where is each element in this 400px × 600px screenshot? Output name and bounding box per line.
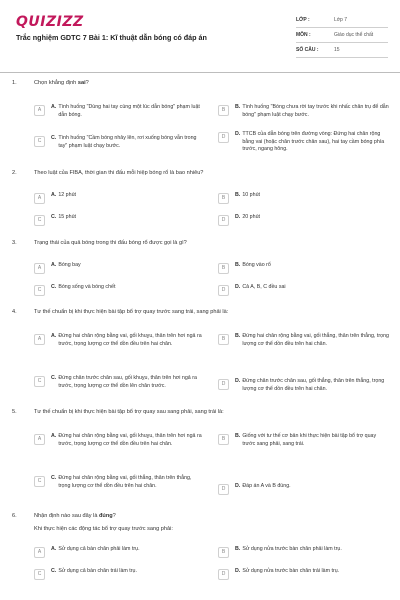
question-number: 5. — [12, 409, 17, 415]
option-b[interactable]: B B. Sử dụng nửa trước bàn chân phải làm trụ. — [218, 546, 390, 558]
header — [0, 0, 400, 62]
option-a[interactable]: A A. Đứng hai chân rộng bằng vai, gối khuỵu, thân trên hơi ngả ra trước, trọng lượng cơ thể dồn đều trên hai chân. — [34, 333, 202, 348]
question-number: 6. — [12, 513, 17, 519]
quizizz-logo: QUIZIZZ — [16, 14, 84, 30]
option-letter-box: C — [34, 476, 45, 487]
header-divider — [0, 72, 400, 73]
option-letter-box: B — [218, 263, 229, 274]
option-c[interactable]: C C. Bóng sống và bóng chết — [34, 284, 202, 296]
option-a[interactable]: A A. Tình huống "Dùng hai tay cùng một lúc dẫn bóng" phạm luật dẫn bóng. — [34, 104, 202, 119]
option-c[interactable]: C C. Đứng chân trước chân sau, gối khuỵu, thân trên hơi ngả ra trước, trọng lượng cơ thể dồn lên chân trước. — [34, 375, 202, 390]
question-subtext: Khi thực hiện các động tác bổ trợ quay trước sang phải: — [34, 526, 173, 532]
option-letter-box: D — [218, 569, 229, 580]
option-letter-box: B — [218, 334, 229, 345]
option-letter-box: A — [34, 334, 45, 345]
question-5 — [12, 409, 390, 503]
option-a[interactable]: A A. 12 phút — [34, 192, 202, 204]
meta-key: MÔN : — [296, 32, 311, 38]
meta-value: Giáo dục thể chất — [334, 32, 374, 38]
option-d[interactable]: D D. 20 phút — [218, 214, 390, 226]
option-a[interactable]: A A. Bóng bay — [34, 262, 202, 274]
question-2 — [12, 170, 390, 224]
option-letter-box: D — [218, 132, 229, 143]
meta-value: 15 — [334, 47, 340, 53]
option-letter-box: C — [34, 569, 45, 580]
option-b[interactable]: B B. Giống với tư thế cơ bản khi thực hiện bài tập bổ trợ quay trước sang phải, sang trái. — [218, 433, 390, 448]
option-d[interactable]: D D. Đứng chân trước chân sau, gối thẳng, thân trên thẳng, trọng lượng cơ thể dồn đều trên hai chân. — [218, 378, 390, 393]
option-letter-box: D — [218, 285, 229, 296]
question-text: Nhận định nào sau đây là đúng? — [34, 513, 116, 519]
option-letter-box: A — [34, 263, 45, 274]
option-c[interactable]: C C. 15 phút — [34, 214, 202, 226]
option-d[interactable]: D D. Sử dụng nửa trước bàn chân trái làm trụ. — [218, 568, 390, 580]
option-letter-box: A — [34, 434, 45, 445]
meta-row-class — [296, 13, 388, 28]
option-letter-box: A — [34, 547, 45, 558]
question-number: 1. — [12, 80, 17, 86]
option-letter-box: C — [34, 136, 45, 147]
meta-value: Lớp 7 — [334, 17, 348, 23]
question-number: 3. — [12, 240, 17, 246]
meta-key: LỚP : — [296, 17, 310, 23]
question-number: 4. — [12, 309, 17, 315]
page-title: Trắc nghiệm GDTC 7 Bài 1: Kĩ thuật dẫn bóng có đáp án — [16, 33, 207, 42]
option-c[interactable]: C C. Sử dụng cả bàn chân trái làm trụ. — [34, 568, 202, 580]
option-d[interactable]: D D. Đáp án A và B đúng. — [218, 483, 390, 495]
option-letter-box: B — [218, 193, 229, 204]
question-4 — [12, 309, 390, 403]
meta-table — [296, 13, 388, 58]
question-text: Chọn khẳng định sai? — [34, 80, 89, 86]
option-b[interactable]: B B. Đứng hai chân rộng bằng vai, gối thẳng, thân trên thẳng, trọng lượng cơ thể dồn đều trên hai chân. — [218, 333, 390, 348]
option-letter-box: C — [34, 376, 45, 387]
meta-row-count — [296, 43, 388, 58]
question-text: Tư thế chuẩn bị khi thực hiện bài tập bổ trợ quay sau sang phải, sang trái là: — [34, 409, 224, 415]
question-3 — [12, 240, 390, 294]
option-a[interactable]: A A. Đứng hai chân rộng bằng vai, gối khuỵu, thân trên hơi ngả ra trước, trọng lượng cơ thể dồn đều trên hai chân. — [34, 433, 202, 448]
option-letter-box: D — [218, 215, 229, 226]
question-text: Theo luật của FIBA, thời gian thi đấu mỗi hiệp bóng rổ là bao nhiêu? — [34, 170, 204, 176]
question-1 — [12, 80, 390, 156]
option-letter-box: A — [34, 105, 45, 116]
question-text: Tư thế chuẩn bị khi thực hiện bài tập bổ trợ quay trước sang trái, sang phải là: — [34, 309, 229, 315]
option-letter-box: B — [218, 434, 229, 445]
option-letter-box: C — [34, 285, 45, 296]
option-letter-box: C — [34, 215, 45, 226]
option-letter-box: B — [218, 105, 229, 116]
option-b[interactable]: B B. 10 phút — [218, 192, 390, 204]
option-letter-box: D — [218, 484, 229, 495]
option-b[interactable]: B B. Bóng vào rổ — [218, 262, 390, 274]
question-text: Trạng thái của quả bóng trong thi đấu bóng rổ được gọi là gì? — [34, 240, 187, 246]
option-d[interactable]: D D. Cả A, B, C đều sai — [218, 284, 390, 296]
option-letter-box: B — [218, 547, 229, 558]
option-letter-box: A — [34, 193, 45, 204]
option-b[interactable]: B B. Tình huống "Bóng chưa rời tay trước khi nhấc chân trụ để dẫn bóng" phạm luật chạy bước. — [218, 104, 390, 119]
question-6 — [12, 513, 390, 588]
option-c[interactable]: C C. Đứng hai chân rộng bằng vai, gối thẳng, thân trên thẳng, trọng lượng cơ thể dồn đều trên hai chân. — [34, 475, 202, 490]
option-letter-box: D — [218, 379, 229, 390]
option-a[interactable]: A A. Sử dụng cả bàn chân phải làm trụ. — [34, 546, 202, 558]
option-d[interactable]: D D. TTCB của dẫn bóng trên đường vòng: Đứng hai chân rộng bằng vai (hoặc chân trước chân sau), hai tay cầm bóng phía trước, ngang hông. — [218, 131, 390, 154]
meta-key: SỐ CÂU : — [296, 47, 319, 53]
question-number: 2. — [12, 170, 17, 176]
option-c[interactable]: C C. Tình huống "Cầm bóng nhảy lên, rơi xuống bóng vẫn trong tay" phạm luật chạy bước. — [34, 135, 202, 150]
meta-row-subject — [296, 28, 388, 43]
